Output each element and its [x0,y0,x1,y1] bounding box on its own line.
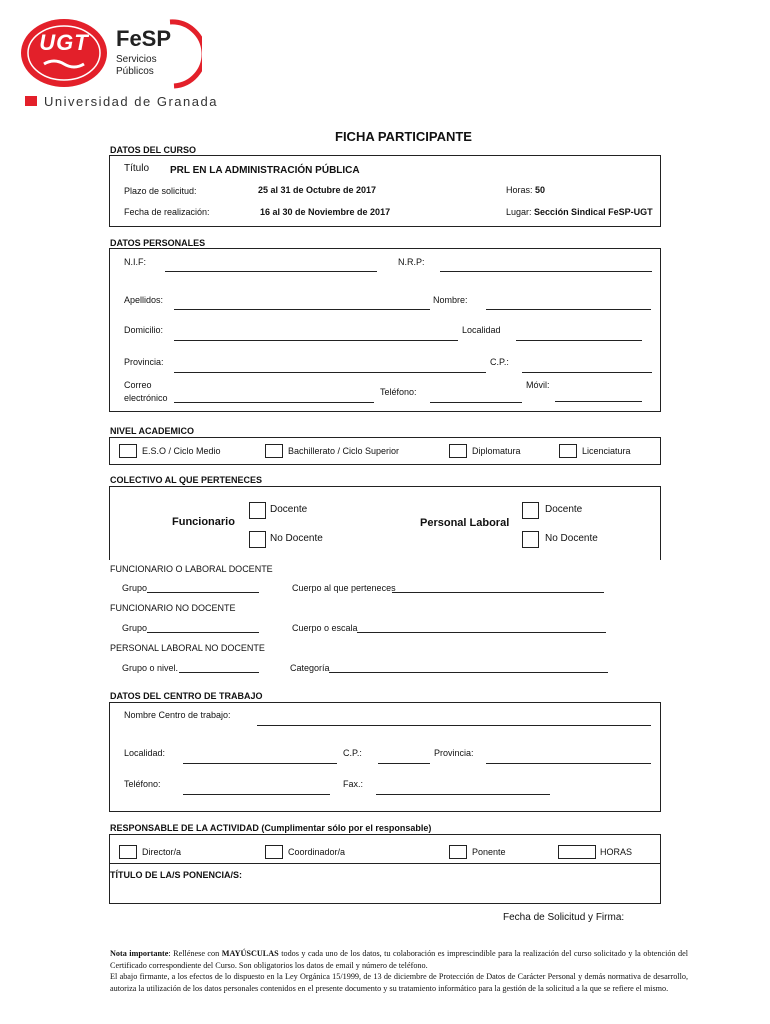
director-checkbox[interactable] [119,845,137,859]
titulo-label: Título [124,163,150,174]
funcionario-label: Funcionario [172,516,235,528]
nota-p1b: MAYÚSCULAS [221,949,279,958]
laboral-no-docente-heading: PERSONAL LABORAL NO DOCENTE [110,643,265,653]
centro-nombre-label: Nombre Centro de trabajo: [124,710,231,720]
grupo-label-1: Grupo [122,583,148,593]
centro-provincia-label: Provincia: [434,748,474,758]
centro-provincia-field[interactable] [486,763,651,764]
cuerpo-escala-label: Cuerpo o escala [292,623,358,633]
correo-label-1: Correo [124,380,152,390]
colectivo-right-line [660,486,661,560]
domicilio-label: Domicilio: [124,325,164,335]
section-personales: DATOS PERSONALES [110,238,206,248]
domicilio-field[interactable] [174,340,458,341]
nif-label: N.I.F: [124,257,146,267]
correo-label-2: electrónico [124,393,168,403]
horas-value: 50 [535,185,546,195]
page-title: FICHA PARTICIPANTE [335,129,472,144]
lab-no-docente-label: No Docente [545,533,598,544]
ugt-logo [20,18,108,88]
horas-field[interactable] [558,845,596,859]
centro-telefono-field[interactable] [183,794,330,795]
provincia-label: Provincia: [124,357,164,367]
centro-telefono-label: Teléfono: [124,779,161,789]
licenciatura-checkbox[interactable] [559,444,577,458]
apellidos-field[interactable] [174,309,430,310]
licenciatura-label: Licenciatura [582,446,631,456]
plazo-value: 25 al 31 de Octubre de 2017 [258,185,377,195]
cuerpo-escala-field[interactable] [357,632,606,633]
nrp-label: N.R.P: [398,257,425,267]
func-no-docente-label: No Docente [270,533,323,544]
ponente-checkbox[interactable] [449,845,467,859]
telefono-field[interactable] [430,402,522,403]
diplomatura-label: Diplomatura [472,446,521,456]
plazo-label: Plazo de solicitud: [124,186,197,196]
cuerpo-pertenece-field[interactable] [392,592,604,593]
lugar-label: Lugar: [506,207,532,217]
diplomatura-checkbox[interactable] [449,444,467,458]
grupo-nivel-field[interactable] [179,672,259,673]
titulo-ponencia-label: TÍTULO DE LA/S PONENCIA/S: [110,870,243,880]
categoria-field[interactable] [329,672,608,673]
fesp-logo [110,18,202,90]
movil-label: Móvil: [526,380,550,390]
centro-cp-label: C.P.: [343,748,362,758]
correo-field[interactable] [174,402,374,403]
ugt-logo-text: UGT [39,30,89,55]
func-no-docente-heading: FUNCIONARIO NO DOCENTE [110,603,236,613]
nota-label: Nota importante [110,949,169,958]
coordinador-checkbox[interactable] [265,845,283,859]
horas-label-resp: HORAS [600,847,633,857]
apellidos-label: Apellidos: [124,295,164,305]
university-square-icon [25,96,37,106]
cp-label: C.P.: [490,357,509,367]
telefono-label: Teléfono: [380,387,417,397]
lab-docente-checkbox[interactable] [522,502,539,519]
lab-no-docente-checkbox[interactable] [522,531,539,548]
centro-fax-field[interactable] [376,794,550,795]
movil-field[interactable] [555,401,642,402]
localidad-label: Localidad [462,325,501,335]
titulo-value: PRL EN LA ADMINISTRACIÓN PÚBLICA [170,165,360,176]
laboral-label: Personal Laboral [420,517,510,529]
lab-docente-label: Docente [545,504,583,515]
titulo-ponencia-field[interactable] [109,864,661,904]
university-name: Universidad de Granada [44,94,218,109]
eso-checkbox[interactable] [119,444,137,458]
nota-importante [110,948,688,994]
func-docente-label: Docente [270,504,308,515]
coordinador-label: Coordinador/a [288,847,346,857]
func-no-docente-checkbox[interactable] [249,531,266,548]
lugar-value: Sección Sindical FeSP-UGT [534,207,653,217]
horas-label: Horas: [506,185,533,195]
colectivo-top-line [109,486,661,487]
section-centro: DATOS DEL CENTRO DE TRABAJO [110,691,263,701]
nif-field[interactable] [165,271,377,272]
lugar [506,207,653,217]
grupo-field-1[interactable] [147,592,259,593]
director-label: Director/a [142,847,182,857]
section-curso: DATOS DEL CURSO [110,145,197,155]
centro-localidad-field[interactable] [183,763,337,764]
bachillerato-checkbox[interactable] [265,444,283,458]
fecha-label: Fecha de realización: [124,207,210,217]
nombre-label: Nombre: [433,295,468,305]
categoria-label: Categoría [290,663,330,673]
horas [506,185,545,195]
localidad-field[interactable] [516,340,642,341]
nota-p1c: todos y cada uno de los datos, tu colaboración es imprescindible para la realización del curso solicitado y la obtención del Certificado correspondiente del Curso. Son obligatorios los datos de email y número de teléfono. [110,949,689,970]
nota-paragraph-2: El abajo firmante, a los efectos de lo dispuesto en la Ley Orgánica 15/1999, de 13 de diciembre de Protección de Datos de Carácter Personal y demás normativa de desarrollo, autoriza la utilización de los datos personales contenidos en el presente documento y su tratamiento informático para la gestión de la solicitud a la que se refiere el mismo. [110,972,688,993]
eso-label: E.S.O / Ciclo Medio [142,446,221,456]
provincia-field[interactable] [174,372,486,373]
nota-paragraph-1 [110,948,688,971]
centro-fax-label: Fax.: [343,779,364,789]
cp-field[interactable] [522,372,652,373]
centro-nombre-field[interactable] [257,725,651,726]
ponente-label: Ponente [472,847,506,857]
fesp-sub1: Servicios [116,54,157,65]
section-colectivo: COLECTIVO AL QUE PERTENECES [110,475,263,485]
nombre-field[interactable] [486,309,651,310]
fecha-value: 16 al 30 de Noviembre de 2017 [260,207,391,217]
func-laboral-docente-heading: FUNCIONARIO O LABORAL DOCENTE [110,564,273,574]
grupo-field-2[interactable] [147,632,259,633]
bachillerato-label: Bachillerato / Ciclo Superior [288,446,400,456]
centro-cp-field[interactable] [378,763,430,764]
cuerpo-pertenece-label: Cuerpo al que perteneces [292,583,396,593]
fesp-sub2: Públicos [116,66,154,77]
section-responsable: RESPONSABLE DE LA ACTIVIDAD (Cumplimentar sólo por el responsable) [110,823,432,833]
nrp-field[interactable] [440,271,652,272]
fesp-logo-text: FeSP [116,26,172,51]
section-academico: NIVEL ACADEMICO [110,426,195,436]
grupo-nivel-label: Grupo o nivel. [122,663,179,673]
func-docente-checkbox[interactable] [249,502,266,519]
grupo-label-2: Grupo [122,623,148,633]
centro-localidad-label: Localidad: [124,748,166,758]
colectivo-left-line [109,486,110,560]
firma-label: Fecha de Solicitud y Firma: [503,912,625,923]
nota-p1a: : Rellénese con [168,949,222,958]
